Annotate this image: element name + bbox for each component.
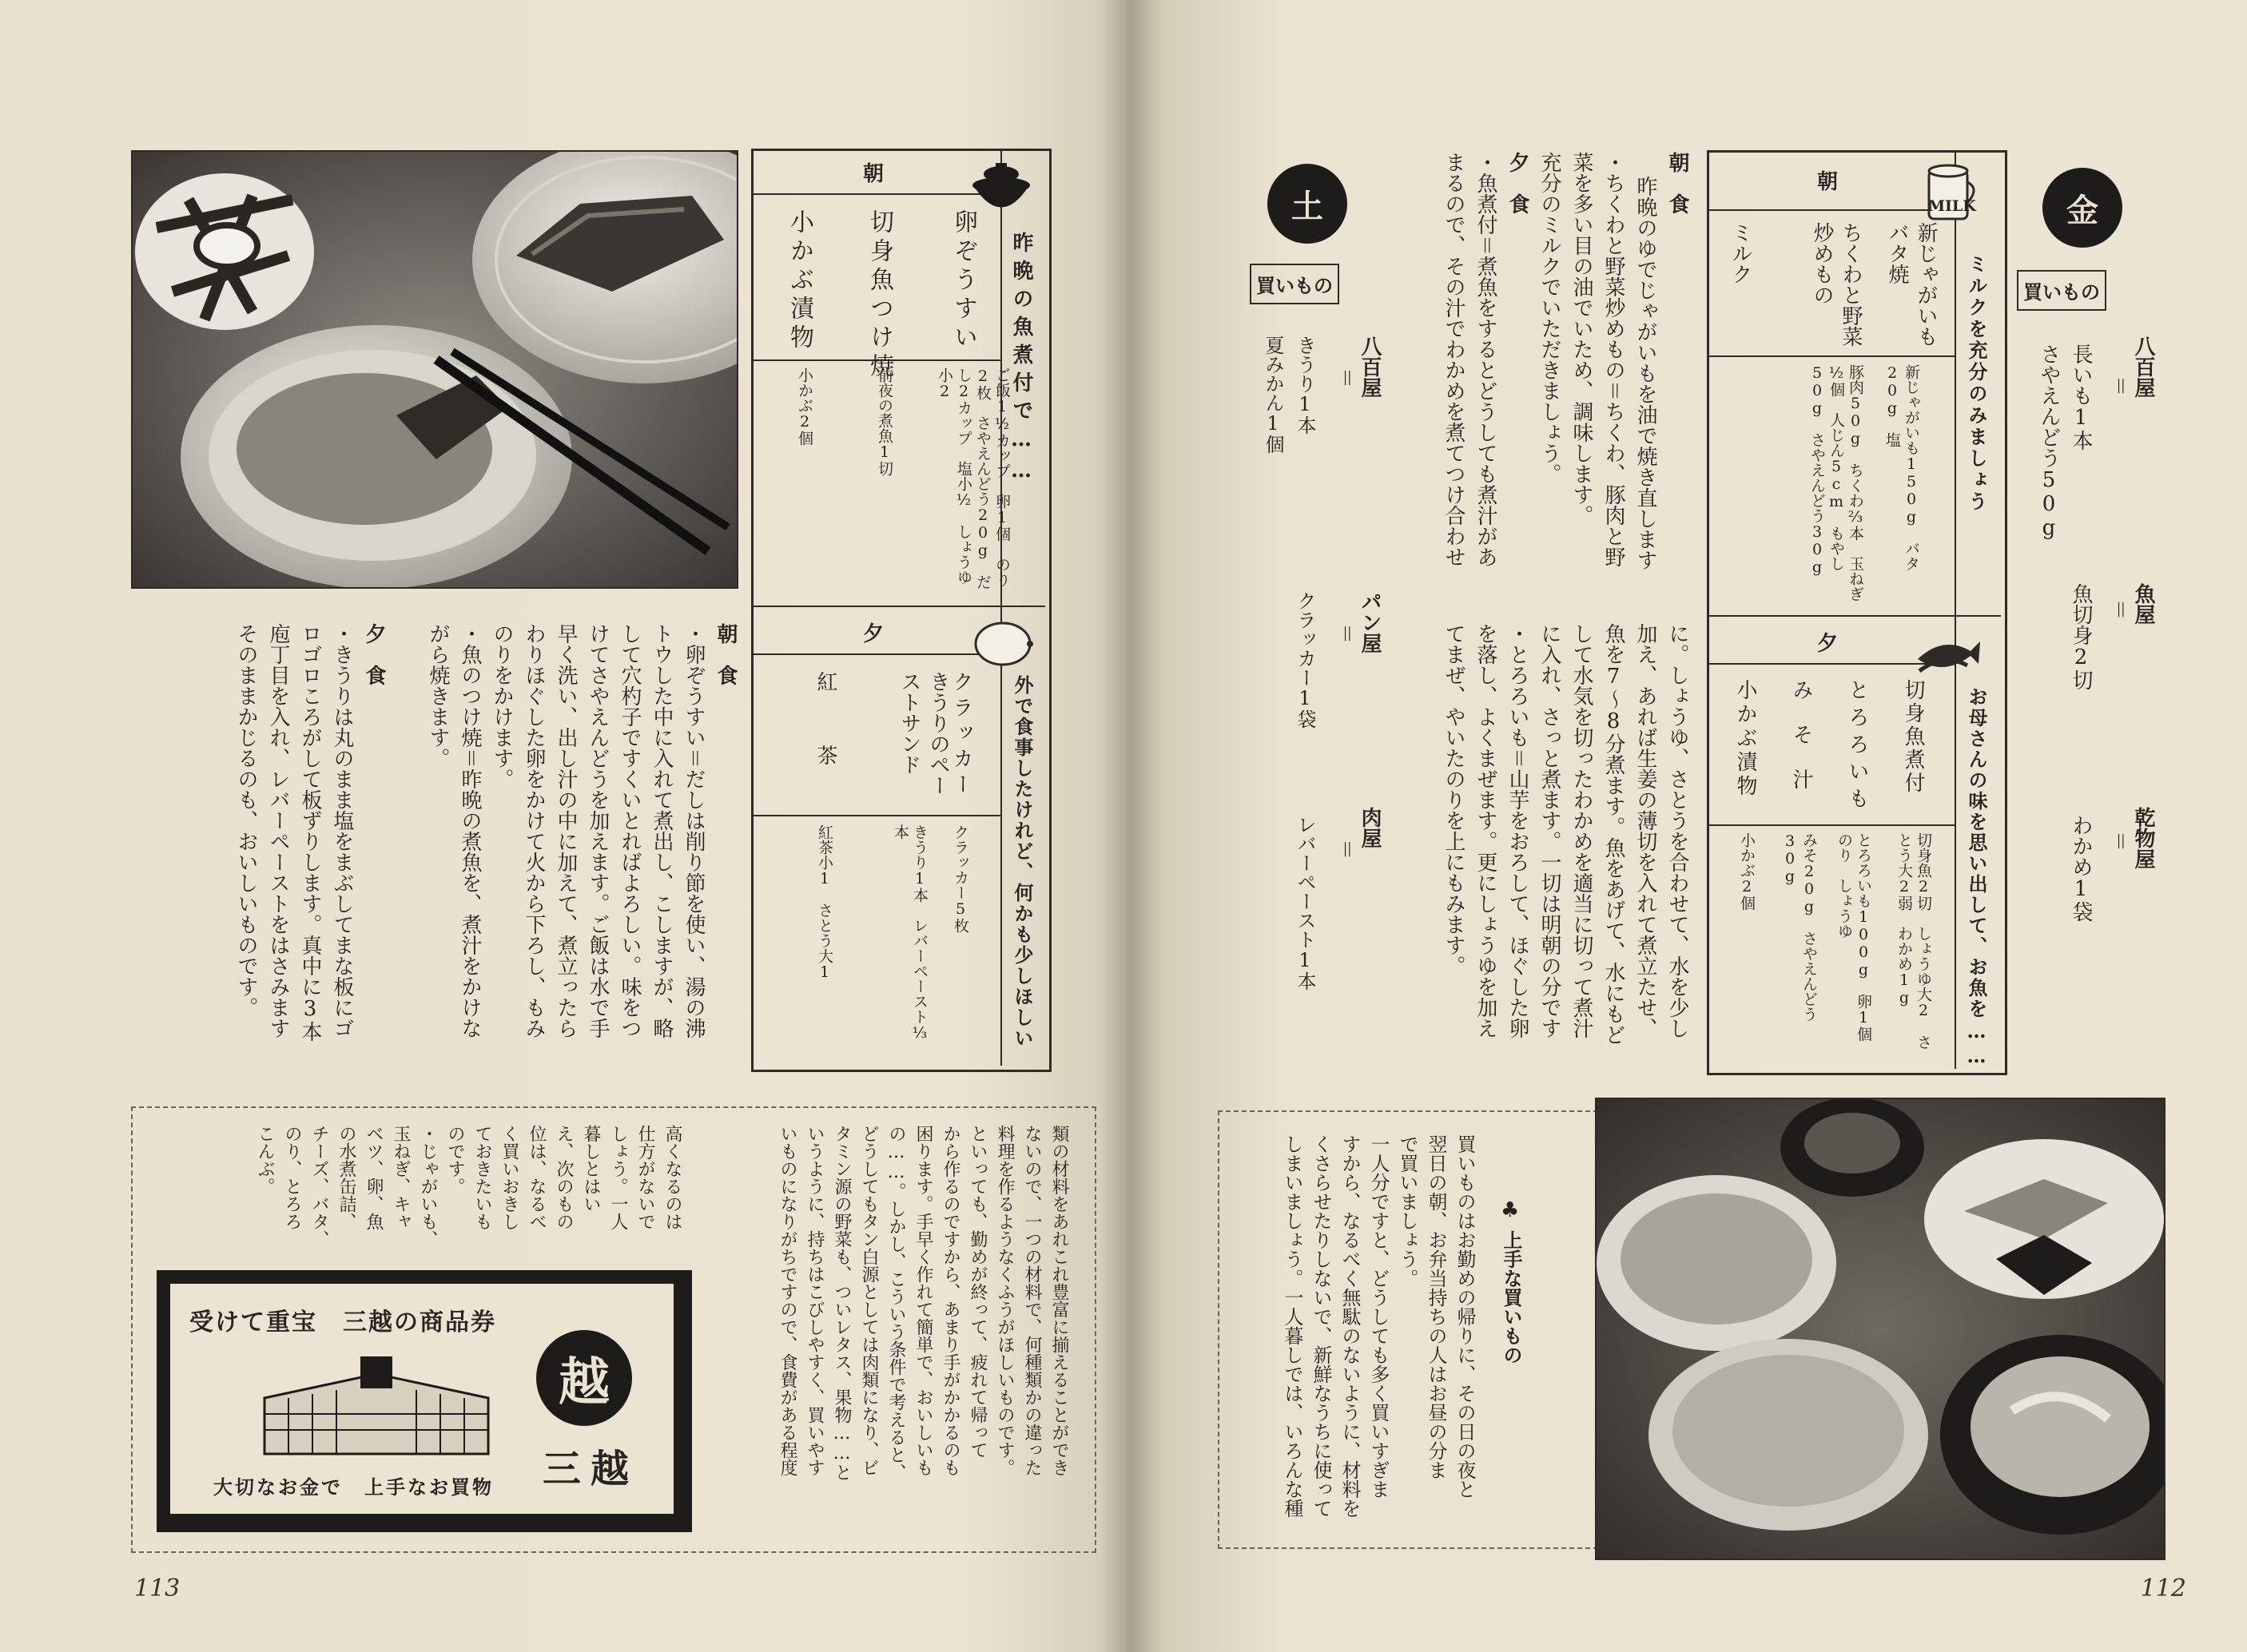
- right-page: [1131, 0, 2247, 1652]
- sat-shop-3-eq: ＝: [1334, 839, 1358, 860]
- sat-shop-2-eq: ＝: [1334, 623, 1358, 644]
- right-yu-line-2: まるので、その汁でわかめを煮てつけ合わせ: [1442, 152, 1466, 567]
- saturday-day-label: 土: [1291, 187, 1323, 225]
- column-line-25: チーズ、バタ、: [309, 1125, 329, 1248]
- left-yu-dish-2: きうりのペーストサンド: [897, 671, 950, 796]
- right-yu-dish-2: とろろいも: [1845, 679, 1869, 815]
- right-yu-ingredients-1: 切身魚2切 しょうゆ大2 さとう大2弱 わかめ1g: [1895, 832, 1932, 1050]
- right-asa-heading: 朝 食: [1665, 152, 1689, 214]
- lemon-icon: [971, 615, 1035, 674]
- left-yu-line-3: 庖丁目を入れ、レバーペーストをはさみます: [266, 623, 290, 1038]
- fri-shop-1-eq: ＝: [2107, 375, 2131, 396]
- right-yu-line-6: して水気を切ったわかめを適当に切って煮汁: [1569, 623, 1593, 1038]
- fri-shop-3-eq: ＝: [2107, 831, 2131, 852]
- left-asa-dish-3: 小かぶ漬物: [785, 209, 813, 353]
- left-page-number: 113: [134, 1575, 181, 1602]
- right-asa-ingredients-2: 豚肉50g ちくわ⅔本 玉ねぎ½個 人じん5cm もやし50g さやえんどう30g: [1808, 364, 1864, 602]
- fri-shop-2-eq: ＝: [2107, 599, 2131, 620]
- left-asa-line-4: けてさやえんどうを加えます。ご飯は水で手: [586, 623, 610, 1038]
- left-yu-dish-3: 紅 茶: [813, 671, 837, 781]
- tips-line-3: で買いましょう。: [1396, 1134, 1418, 1288]
- right-yu-ingredients-4: 小かぶ2個: [1738, 832, 1756, 911]
- friday-shopping-label: 買いもの: [2023, 280, 2100, 304]
- menu-asa-header-line: [753, 193, 1000, 195]
- milk-icon-text: MILK: [1928, 197, 1976, 215]
- left-asa-dish-1: 卵ぞうすい: [949, 209, 977, 353]
- mitsukoshi-logo-char: 越: [559, 1352, 610, 1412]
- menu-right-yu-title: お母さんの味を思い出して、お魚を……: [1965, 687, 1988, 1069]
- column-line-19: ておきたいも: [472, 1125, 492, 1230]
- column-line-22: 玉ねぎ、キャ: [391, 1125, 411, 1230]
- left-asa-line-9: がら焼きます。: [426, 623, 450, 768]
- column-line-15: 暮しとはい: [581, 1125, 601, 1213]
- left-yu-dish-1: クラッカー: [949, 671, 973, 799]
- column-line-20: のです。: [445, 1125, 465, 1195]
- right-yu-line-8: ・とろろいも＝山芋をおろして、ほぐした卵: [1505, 623, 1529, 1038]
- menu-section-divider: [753, 606, 1045, 607]
- left-asa-ingredients-1: ご飯1½カップ 卵1個 のり2枚 さやえんどう20g だし2カップ 塩小½ しょうゆ小2: [936, 367, 1011, 590]
- mitsukoshi-ad: [157, 1270, 692, 1532]
- column-line-3: 料理を作るようなくふうがほしいものです。: [995, 1125, 1015, 1476]
- menu-yu-dishes-divider: [753, 815, 1000, 816]
- left-yu-heading: 夕 食: [362, 623, 386, 685]
- column-line-1: 類の材料をあれこれ豊富に揃えることができ: [1049, 1125, 1069, 1476]
- ad-tagline: 大切なお金で 上手なお買物: [213, 1475, 494, 1499]
- column-line-9: タミン源の野菜も、ついレタス、果物……と: [832, 1125, 852, 1481]
- photo-porridge-and-fish-image: [133, 152, 737, 587]
- fri-shop-1-name: 八百屋: [2131, 336, 2155, 398]
- right-yu-heading: 夕 食: [1505, 152, 1529, 214]
- right-yu-ingredients-3: みそ20g さやえんどう30g: [1781, 832, 1818, 1022]
- right-asa-line-1: 昨晩のゆでじゃがいもを油で焼き直します: [1633, 176, 1657, 570]
- sat-shop-1-eq: ＝: [1334, 367, 1358, 388]
- photo-friday-dinner-image: [1597, 1099, 2164, 1559]
- right-asa-dish-1: 新じゃがいもバタ焼: [1885, 222, 1938, 347]
- column-line-8: どうしてもタン白源としては肉類になり、ビ: [859, 1125, 879, 1476]
- right-asa-ingredients-1: 新じゃがいも150g バタ20g 塩: [1883, 364, 1920, 571]
- left-yu-line-2: ロゴロころがして板ずりします。真中に3本: [298, 623, 322, 1042]
- menu-right-yu-label: 夕: [1817, 632, 1839, 656]
- right-yu-dish-3: みそ汁: [1789, 679, 1813, 813]
- sat-shop-1-name: 八百屋: [1358, 336, 1382, 398]
- menu-left-yu-title: 外で食事したけれど、何かも少しほしい: [1011, 675, 1034, 1049]
- menu-left-asa-label: 朝: [863, 162, 885, 186]
- column-line-10: いうように、持ちはこびしやすく、買いやす: [805, 1125, 825, 1476]
- right-yu-line-4: 加え、あれば生姜の薄切を入れて煮立たせ、: [1633, 623, 1657, 1038]
- left-yu-ingredients-3: 紅茶小1 さとう大1: [816, 824, 833, 981]
- fri-shop-2-item-1: 魚切身2切: [2069, 583, 2093, 690]
- right-yu-dish-1: 切身魚煮付: [1901, 679, 1925, 795]
- left-asa-ingredients-2: 前夜の煮魚1切: [876, 367, 893, 476]
- column-line-6: 困ります。手早く作れて簡単で、おいしいも: [913, 1125, 933, 1476]
- right-asa-line-4: 充分のミルクでいただきましょう。: [1537, 152, 1561, 484]
- left-asa-line-8: ・魚のつけ焼＝昨晩の煮魚を、煮汁をかけな: [458, 623, 482, 1038]
- right-asa-dish-3: ミルク: [1728, 222, 1752, 284]
- column-line-12: 高くなるのは: [662, 1125, 682, 1230]
- column-line-24: の水煮缶詰、: [336, 1125, 356, 1230]
- ad-brand: 三越: [543, 1447, 639, 1491]
- column-line-2: ないので、一つの材料で、何種類かの違った: [1022, 1125, 1042, 1476]
- mitsukoshi-logo-icon: [536, 1330, 632, 1426]
- left-asa-heading: 朝 食: [714, 623, 738, 685]
- left-asa-line-6: わりほぐした卵をかけて火から下ろし、もみ: [522, 623, 546, 1038]
- left-yu-line-4: そのままかじるのも、おいしいものです。: [234, 623, 258, 1018]
- menu-left-yu-label: 夕: [863, 622, 885, 646]
- fri-shop-2-name: 魚屋: [2131, 583, 2155, 625]
- tips-line-6: くさらせたりしないで、新鮮なうちに使って: [1310, 1134, 1332, 1518]
- tips-line-2: 翌日の朝、お弁当持ちの人はお昼の分ま: [1425, 1134, 1447, 1479]
- menu-right-asa-label: 朝: [1817, 170, 1839, 194]
- right-yu-ingredients-2: とろろいも100g 卵1個 のり しょうゆ: [1835, 832, 1872, 1057]
- right-yu-line-5: 魚を7～8分煮ます。魚をあげて、水にもど: [1601, 623, 1625, 1045]
- tips-line-5: すから、なるべく無駄のないように、材料を: [1338, 1134, 1361, 1518]
- right-asa-dish-2: ちくわと野菜炒めもの: [1810, 222, 1863, 347]
- right-yu-dish-4: 小かぶ漬物: [1733, 679, 1757, 799]
- photo-porridge-and-fish: [131, 150, 738, 589]
- menu-right-title-divider: [1955, 152, 1956, 1069]
- column-line-16: え、次のもの: [554, 1125, 574, 1230]
- column-line-13: 仕方がないで: [635, 1125, 655, 1230]
- saturday-shopping-label: 買いもの: [1256, 274, 1333, 297]
- column-line-26: のり、とろろ: [282, 1125, 302, 1230]
- left-asa-line-7: のりをかけます。: [490, 623, 514, 789]
- saturday-shopping-tag: [1250, 264, 1339, 304]
- menu-right-yu-dishes-divider: [1708, 824, 1955, 826]
- column-line-14: しょう。一人: [608, 1125, 628, 1230]
- menu-title-column-divider: [1000, 150, 1002, 1066]
- sat-shop-3-name: 肉屋: [1358, 807, 1382, 848]
- right-yu-line-7: に入れ、さっと煮ます。一切は明朝の分です: [1537, 623, 1561, 1038]
- column-line-21: ・じゃがいも、: [418, 1125, 438, 1248]
- right-asa-line-2: ・ちくわと野菜炒めもの＝ちくわ、豚肉と野: [1601, 152, 1625, 567]
- left-yu-line-1: ・きうりは丸のまま塩をまぶしてまな板にゴ: [330, 623, 354, 1038]
- photo-friday-dinner: [1595, 1098, 2165, 1560]
- saturday-day-badge: [1267, 164, 1347, 244]
- column-line-27: こんぶ。: [255, 1125, 275, 1195]
- tips-line-7: しまいましょう。一人暮しでは、いろんな種: [1281, 1134, 1303, 1518]
- left-asa-line-1: ・卵ぞうすい＝だしは削り節を使い、湯の沸: [682, 623, 706, 1038]
- column-line-18: く買いおきし: [499, 1125, 519, 1230]
- sat-shop-1-item-1: きうり1本: [1294, 336, 1316, 435]
- menu-right-dishes-divider: [1708, 355, 1955, 357]
- tips-line-4: 一人分ですと、どうしても多く買いすぎま: [1367, 1134, 1390, 1499]
- sat-shop-2-name: パン屋: [1358, 591, 1382, 653]
- column-line-7: の……。しかし、こういう条件で考えると、: [886, 1125, 906, 1481]
- fri-shop-1-item-1: 長いも1本: [2069, 344, 2093, 451]
- friday-shopping-tag: [2017, 270, 2106, 311]
- left-asa-line-5: 早く洗い、出し汁の中に加えて、煮立ったら: [554, 623, 578, 1038]
- fri-shop-3-name: 乾物屋: [2131, 807, 2155, 869]
- right-asa-line-3: 菜を多い目の油でいため、調味します。: [1569, 152, 1593, 526]
- friday-day-badge: [2042, 168, 2122, 248]
- left-yu-ingredients-2: きうり1本 レバーペースト⅓本: [892, 824, 929, 1042]
- left-asa-line-3: して穴杓子ですくいとればよろしい。味をつ: [618, 623, 642, 1038]
- menu-yu-header-line: [753, 653, 1000, 655]
- right-yu-line-9: を落し、よくまぜます。更にしょうゆを加え: [1473, 623, 1497, 1038]
- tips-title: 上手な買いもの: [1500, 1230, 1523, 1364]
- sat-shop-3-item-1: レバーペースト1本: [1294, 815, 1316, 991]
- column-line-17: 位は、なるべ: [527, 1125, 547, 1230]
- column-line-4: といっても、勤めが終って、疲れて帰って: [968, 1125, 988, 1459]
- column-line-23: ベツ、卵、魚: [364, 1125, 384, 1230]
- fish-icon: [1911, 627, 1983, 686]
- sat-shop-2-item-1: クラッカー1袋: [1294, 591, 1316, 729]
- department-store-illustration: [257, 1350, 496, 1462]
- left-asa-line-2: トウした中に入れて煮出し、こしますが、略: [650, 623, 674, 1038]
- menu-right-section-divider: [1708, 615, 2001, 617]
- menu-left-asa-title: 昨晩の魚煮付で……: [1009, 232, 1033, 490]
- sat-shop-1-item-2: 夏みかん1個: [1262, 336, 1284, 454]
- fri-shop-3-item-1: わかめ1袋: [2069, 815, 2093, 922]
- left-asa-dish-2: 切身魚つけ焼: [865, 209, 893, 382]
- left-asa-ingredients-3: 小かぶ2個: [796, 367, 813, 446]
- right-yu-line-3: に。しょうゆ、さとうを合わせて、水を少し: [1665, 623, 1689, 1038]
- left-yu-ingredients-1: クラッカー5枚: [952, 824, 969, 933]
- milk-icon: [1913, 157, 1985, 232]
- right-yu-line-10: てまぜ、やいたのりを上にもみます。: [1442, 623, 1466, 976]
- friday-day-label: 金: [2066, 191, 2098, 229]
- right-page-number: 112: [2140, 1575, 2186, 1602]
- club-icon: ♣: [1501, 1198, 1520, 1222]
- ad-headline: 受けて重宝 三越の商品券: [189, 1308, 496, 1336]
- menu-right-asa-title: ミルクを充分のみましょう: [1965, 254, 1988, 513]
- fri-shop-1-item-2: さやえんどう50g: [2037, 344, 2061, 540]
- tips-line-1: 買いものはお勤めの帰りに、その日の夜と: [1454, 1134, 1476, 1499]
- right-yu-line-1: ・魚煮付＝煮魚をするとどうしても煮汁があ: [1473, 152, 1497, 567]
- column-line-11: いものになりがちですので、食費がある程度: [778, 1125, 797, 1476]
- column-line-5: から作るのですから、あまり手がかかるのも: [941, 1125, 960, 1476]
